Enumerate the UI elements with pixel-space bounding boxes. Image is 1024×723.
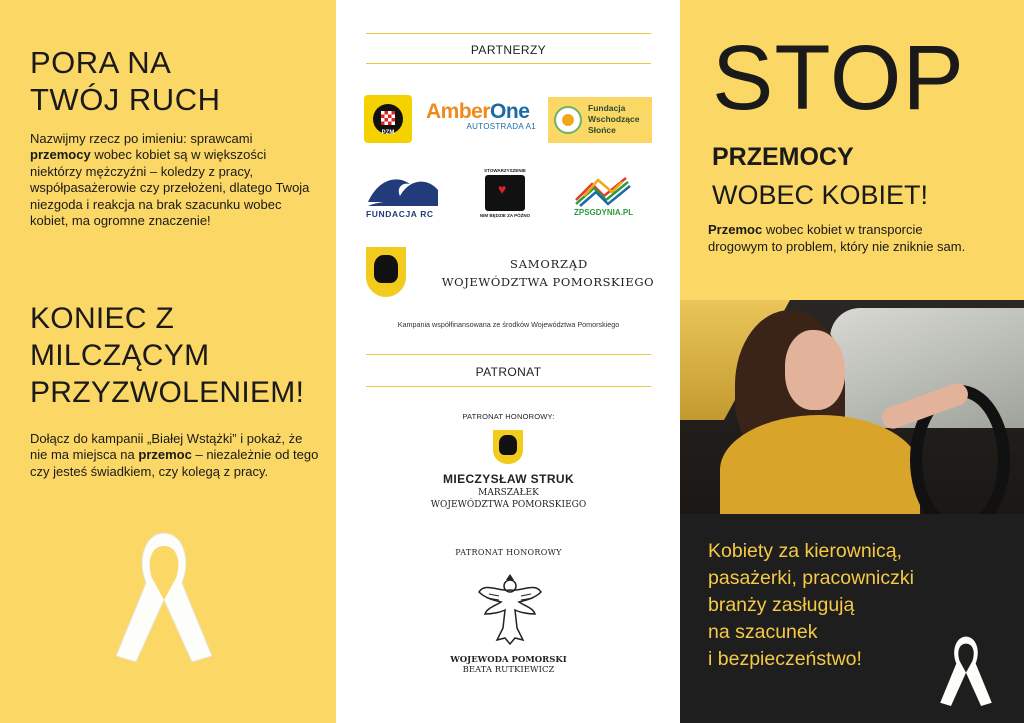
- right-para-rest: wobec kobiet w transporcie drogowym to problem, który nie zniknie sam.: [708, 222, 966, 254]
- fundacja-wschodzace-slonce-logo: [548, 97, 652, 143]
- message-line: pasażerki, pracowniczki: [708, 567, 914, 589]
- pzm-text: PZM: [381, 130, 395, 136]
- partners-title: PARTNERZY: [470, 43, 547, 57]
- patron1-role2: WOJEWÓDZTWA POMORSKIEGO: [430, 500, 587, 510]
- patron1-label: PATRONAT HONOROWY:: [462, 412, 555, 421]
- griffin-crest-icon: [366, 247, 406, 297]
- heading2-line1: KONIEC Z: [30, 302, 175, 335]
- wobec-kobiet-heading: WOBEC KOBIET!: [712, 180, 929, 210]
- griffin-crest-icon: [493, 430, 523, 464]
- wave-icon: [366, 172, 441, 208]
- white-ribbon-icon: [940, 634, 992, 706]
- stop-heading: STOP: [712, 27, 965, 129]
- samo-line1: SAMORZĄD: [510, 257, 588, 271]
- heading2-line3: PRZYZWOLENIEM!: [30, 376, 305, 409]
- patron2-role: WOJEWODA POMORSKI: [450, 655, 567, 665]
- para1-bold: przemocy: [30, 147, 91, 163]
- message-line: Kobiety za kierownicą,: [708, 540, 903, 562]
- divider: [366, 63, 651, 64]
- samorzad-logo: [366, 247, 656, 299]
- right-paragraph: [708, 221, 978, 255]
- para1-text-a: Nazwijmy rzecz po imieniu: sprawcami: [30, 131, 253, 146]
- patron2-label: PATRONAT HONOROWY: [455, 548, 562, 557]
- fws-line1: Fundacja: [588, 103, 626, 113]
- zps-text: ZPSGDYNIA.PL: [574, 208, 634, 217]
- amber-sub: AUTOSTRADA A1: [466, 122, 536, 131]
- right-para-bold: Przemoc: [708, 222, 763, 237]
- message-line: branży zasługują: [708, 594, 855, 616]
- heading1-line1: PORA NA: [30, 45, 172, 80]
- rc-text: FUNDACJA RC: [366, 209, 434, 219]
- polish-eagle-icon: [475, 568, 545, 648]
- right-panel-bottom: [680, 514, 1024, 723]
- divider: [366, 386, 651, 387]
- heading1-line2: TWÓJ RUCH: [30, 82, 221, 117]
- zps-gdynia-logo: [572, 174, 634, 222]
- patron2-name: BEATA RUTKIEWICZ: [462, 665, 555, 675]
- patronage-title: PATRONAT: [475, 365, 542, 379]
- truck-heart-icon: [485, 175, 525, 211]
- patron1-block: [366, 472, 651, 510]
- heading2-line2: MILCZĄCYM: [30, 339, 210, 372]
- message-line: i bezpieczeństwo!: [708, 648, 862, 670]
- fundacja-rc-logo: [366, 172, 441, 222]
- pzm-logo: [364, 95, 412, 143]
- przemocy-heading: PRZEMOCY: [712, 143, 854, 171]
- checker-icon: [381, 111, 395, 125]
- stowarzyszenie-logo: [476, 168, 534, 228]
- amber-text: Amber: [426, 100, 491, 123]
- fws-line2: Wschodzące: [588, 114, 640, 124]
- right-panel-top: [680, 0, 1024, 300]
- yellow-shirt: [720, 415, 920, 514]
- patron1-name: MIECZYSŁAW STRUK: [442, 472, 575, 486]
- heading-koniec-z-milczacym: [30, 300, 304, 411]
- patron2-block: [366, 655, 651, 675]
- para2-text-a: Dołącz do kampanii „Białej Wstążki” i pokaż, że nie ma miejsca na: [30, 431, 303, 463]
- samo-line2: WOJEWÓDZTWA POMORSKIEGO: [441, 275, 655, 289]
- campaign-paragraph: [30, 431, 320, 480]
- para1-text-b: wobec kobiet są w większości niektórzy mężczyźni – koledzy z pracy, współpasażerowie czy przełożeni, dlatego Twoja niezgoda i reakcja na brak szacunku wobec kobiet, ma ogromne znaczenie!: [30, 147, 310, 229]
- white-ribbon-icon: [116, 528, 212, 662]
- intro-paragraph: [30, 131, 315, 229]
- heading-pora-na-twoj-ruch: [30, 44, 220, 118]
- stow-top: STOWARZYSZENIE: [484, 168, 526, 173]
- stow-bottom: NIM BĘDZIE ZA PÓŹNO: [479, 213, 531, 218]
- fws-line3: Słońce: [588, 125, 616, 135]
- divider: [366, 33, 651, 34]
- middle-panel: [336, 0, 680, 723]
- left-panel: [0, 0, 336, 723]
- sun-icon: [554, 106, 582, 134]
- amberone-logo: [426, 100, 536, 131]
- arrows-icon: [572, 174, 634, 208]
- para2-text-b: – niezależnie od tego czy jesteś świadkiem, czy kolegą z pracy.: [30, 447, 319, 479]
- patron1-role1: MARSZAŁEK: [478, 488, 539, 498]
- face: [785, 330, 845, 410]
- para2-bold: przemoc: [138, 447, 192, 463]
- funding-note: Kampania współfinansowana ze środków Województwa Pomorskiego: [397, 320, 620, 329]
- woman-driving-photo: [680, 300, 1024, 514]
- divider: [366, 354, 651, 355]
- message-line: na szacunek: [708, 621, 818, 643]
- one-text: One: [490, 100, 530, 123]
